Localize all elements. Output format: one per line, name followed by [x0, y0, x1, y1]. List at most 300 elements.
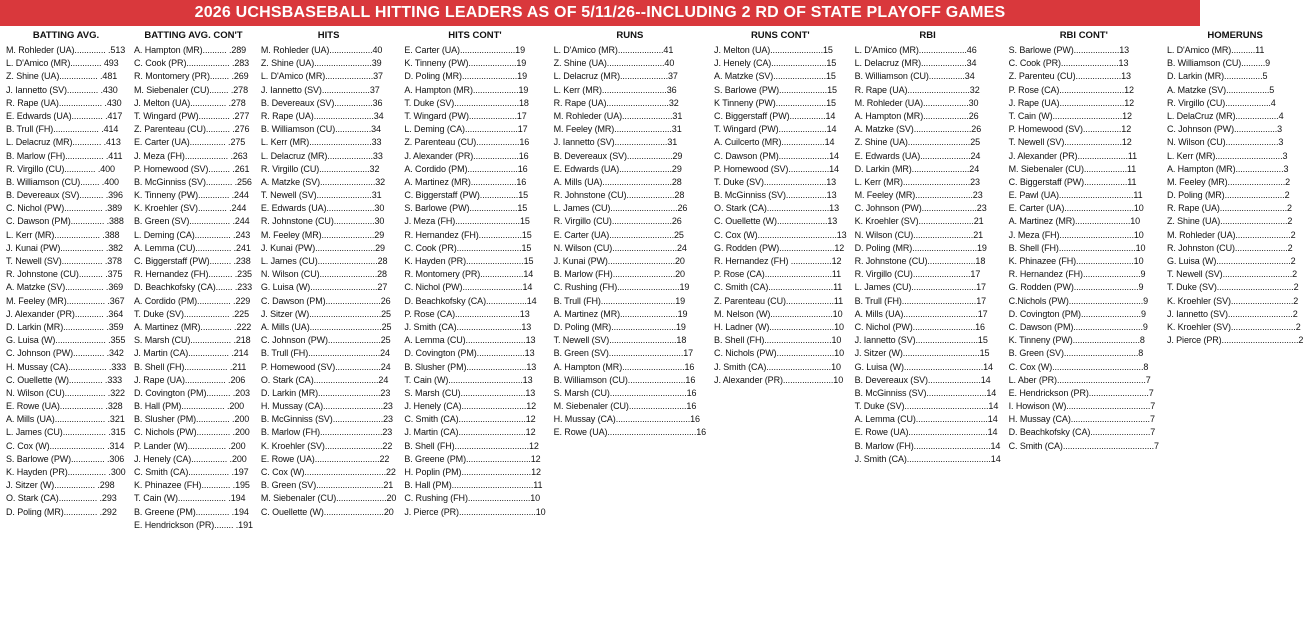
leader-row: T. Newell (SV)................. .378 — [6, 256, 122, 266]
leader-row: M. Rohleder (UA)..................40 — [260, 45, 383, 55]
leader-row: A. Mills (UA).............................28 — [553, 176, 682, 187]
leader-row: R. Rape (UA)..........................32 — [854, 84, 980, 95]
leader-row: A. Cordido (PM).............. .229 — [134, 295, 251, 306]
leader-row: R. Montomery (PR)........ .269 — [134, 71, 249, 82]
leader-row: J. Iannetto (SV)..........................15 — [854, 335, 988, 346]
leader-row: L. Delacruz (MR)...................33 — [260, 150, 383, 161]
leader-row: R. Hernandez (FH) .................12 — [714, 256, 842, 266]
leader-row: R. Johnstone (CU)....................28 — [553, 190, 685, 201]
leader-row: K. Phinazee (FH)........................10 — [1008, 256, 1144, 266]
leader-row: B. Marlow (FH)..........................20 — [553, 269, 685, 280]
leader-row: C.Nichols (PW)...............................9 — [1008, 295, 1149, 306]
leader-row: B. Devereaux (SV)................36 — [260, 97, 383, 108]
leader-row: R. Johnstone (CU)....................18 — [854, 256, 986, 266]
leader-row: A. Lemma (CU).........................13 — [404, 335, 536, 346]
leader-row: K. Tinneny (PW)............. .244 — [134, 190, 249, 201]
leader-row: R. Virgillo (CU).....................32 — [260, 163, 380, 174]
leader-row: C. Nichols (PW).............. .200 — [134, 427, 250, 438]
leader-row: D. Larkin (MR)................5 — [1166, 71, 1268, 82]
leader-row: B. McGinniss (SV).................13 — [714, 190, 837, 201]
leader-row: B. Trull (FH)................... .414 — [6, 124, 119, 135]
leader-row: C. Cook (PR)...........................15 — [404, 242, 532, 253]
leader-row: B. Devereaux (SV).......... .396 — [6, 190, 123, 201]
leader-row: J. Alexander (PR).....................10 — [714, 374, 844, 385]
leader-row: C. Dawson (PM).......................26 — [260, 295, 391, 306]
leader-row: D. Covington (PM).........................9 — [1008, 308, 1146, 319]
leader-row: J. Sitzer (W)................. .298 — [6, 480, 115, 491]
leader-row: J. Iannetto (SV)......................31 — [553, 137, 678, 148]
leader-row: A. Hampton (MR)....................3 — [1166, 163, 1289, 174]
leader-row: B. McGinniss (SV)........... .256 — [134, 176, 252, 187]
leader-row: J. Iannetto (SV)............. .430 — [6, 84, 118, 95]
leader-row: C. Ouellette (W).........................20 — [260, 506, 394, 517]
leaders-columns — [2, 26, 1304, 532]
leader-row: B. McGinniss (SV).....................23 — [260, 414, 393, 425]
leader-row: G. Rodden (PW).......................12 — [714, 242, 845, 253]
leader-row: H. Mussay (CA)...............................16 — [553, 414, 700, 425]
column-title: HOMERUNS — [1207, 30, 1263, 41]
leader-row: B. Trull (FH)..............................24 — [260, 348, 390, 359]
stat-column — [257, 30, 400, 532]
leader-row: R. Johnstone (CU).................30 — [260, 216, 385, 227]
leader-row: B. Williamson (CU)...............34 — [260, 124, 381, 135]
leader-row: T. Duke (SV)...........................18 — [404, 97, 529, 108]
leader-row: B. Shell (FH)............................10 — [714, 335, 842, 346]
leader-row: R. Virgillo (CU)............. .400 — [6, 163, 115, 174]
leader-row: T. Wingard (PW)............. .277 — [134, 110, 250, 121]
leader-row: J. Meza (FH).................. .263 — [134, 150, 248, 161]
leader-row: P. Homewood (SV)......... .261 — [134, 163, 250, 174]
leader-row: J. Meza (FH)...............................10 — [1008, 229, 1144, 240]
leader-row: J. Pierce (PR)................................10 — [404, 506, 546, 517]
leader-row: O. Stark (CA)..........................13 — [714, 203, 839, 214]
leader-row: G. Luisa (W)...............................2 — [1166, 256, 1296, 266]
leader-row: T. Duke (SV)................... .225 — [134, 308, 249, 319]
leader-row: B. Greene (PM)...........................12 — [404, 453, 541, 464]
leader-row: S. Marsh (CU)................. .218 — [134, 335, 251, 346]
leader-row: P. Homewood (SV).................14 — [714, 163, 839, 174]
leader-row: T. Cain (W).................... .194 — [134, 493, 246, 504]
leader-row: C. Biggerstaff (PW)...............14 — [714, 110, 836, 121]
leader-row: B. Marlow (FH)................................14 — [854, 440, 1001, 451]
stat-column — [1005, 30, 1163, 532]
leader-row: J. Martin (CA)............................12 — [404, 427, 536, 438]
stat-column — [2, 30, 130, 532]
leader-row: A. Matzke (SV)........................26 — [854, 124, 982, 135]
leader-row: L. D'Amico (MR)....................37 — [260, 71, 383, 82]
leader-row: H. Mussay (CA).........................23 — [260, 401, 393, 412]
leader-row: A. Matzke (SV)................ .369 — [6, 282, 124, 293]
leader-row: M. Rohleder (UA).......................2 — [1166, 229, 1296, 240]
leader-row: J. Melton (UA)............... .278 — [134, 97, 246, 108]
leader-row: A. Hampton (MR).......... .289 — [134, 45, 247, 55]
leader-row: L. D'Amico (MR)....................46 — [854, 45, 977, 55]
leader-row: K. Tinneny (PW)............................8 — [1008, 335, 1145, 346]
column-title: RUNS CONT' — [750, 30, 810, 41]
leader-row: G. Rodden (PW)...........................9 — [1008, 282, 1144, 293]
stat-column — [550, 30, 710, 532]
leader-row: C. Cook (PR)........................13 — [1008, 58, 1129, 69]
leader-row: C. Johnson (PW).......................23 — [854, 203, 987, 214]
page-title-banner — [0, 0, 1200, 26]
leader-row: S. Marsh (CU)................................16 — [553, 387, 697, 398]
leader-row: J. Pierce (PR)................................2 — [1166, 335, 1304, 346]
leader-row: T. Duke (SV)..........................13 — [714, 176, 837, 187]
leader-row: L. Delacruz (MR)...................34 — [854, 58, 977, 69]
leader-row: L. Kerr (MR)...........................36 — [553, 84, 677, 95]
leader-row: P. Homewood (SV)...................24 — [260, 361, 391, 372]
leader-row: C. Dawson (PM).............. .388 — [6, 216, 124, 227]
leader-row: L. D'Amico (MR)............. 493 — [6, 58, 119, 69]
leader-row: Z. Parenteau (CU).......... .276 — [134, 124, 250, 135]
leader-row: E. Rowe (UA)...........................22 — [260, 453, 390, 464]
leader-row: C. Dawson (PM).............................9 — [1008, 321, 1148, 332]
leader-row: J. Iannetto (SV)...........................2 — [1166, 308, 1298, 319]
leader-row: J. Alexander (PR).....................11 — [1008, 150, 1138, 161]
leader-row: B. Shell (FH).................. .211 — [134, 361, 247, 372]
leader-row: E. Carter (UA)............... .275 — [134, 137, 246, 148]
stat-column — [400, 30, 549, 532]
leader-row: A. Martinez (MR)........................19 — [553, 308, 688, 319]
leader-row: Z. Parenteu (CU)...................13 — [1008, 71, 1131, 82]
leader-row: D. Poling (MR).........................2 — [1166, 190, 1290, 201]
leader-row: H. Ladner (W)...........................10 — [714, 321, 844, 332]
leader-row: T. Duke (SV)...................................14 — [854, 401, 999, 412]
leader-row: C. Johnson (PW)......................25 — [260, 335, 391, 346]
leader-row: Z. Shine (UA)..........................25 — [854, 137, 981, 148]
leader-row: K. Hayden (PR)................ .300 — [6, 467, 126, 477]
leader-row: A. Mills (UA)...............................17 — [854, 308, 988, 319]
leader-row: D. Poling (MR).............. .292 — [6, 506, 117, 517]
leader-row: R. Johnstone (CU).......... .375 — [6, 269, 123, 280]
leader-row: D. Larkin (MR)..........................23 — [260, 387, 391, 398]
column-title: BATTING AVG. — [32, 30, 100, 41]
leader-row: S. Marsh (CU)...........................13 — [404, 387, 536, 398]
leader-row: C. Cox (W)....................... .314 — [6, 440, 125, 451]
leader-row: M. Feeley (MR)........................23 — [854, 190, 983, 201]
leader-row: J. Smith (CA)...........................10 — [714, 361, 841, 372]
leader-row: B. Marlow (FH)..........................23 — [260, 427, 393, 438]
leader-row: A. Martinez (MR)............. .222 — [134, 321, 252, 332]
leader-row: B. Green (SV)...............................8 — [1008, 348, 1144, 359]
leader-row: Z. Shine (UA)........................40 — [553, 58, 675, 69]
leader-row: A. Hampton (MR)...................19 — [404, 84, 529, 95]
leader-row: C. Cox (W).................................13 — [714, 229, 847, 240]
leader-row: P. Rose (CA)............................11 — [714, 269, 842, 280]
leader-row: M. Siebenaler (CU).....................20 — [260, 493, 397, 504]
leader-row: D. Poling (MR)...........................19 — [553, 321, 686, 332]
leader-row: M. Siebenaler (CU)........................16 — [553, 401, 697, 412]
leader-row: M. Siebenaler (CU)........ .278 — [134, 84, 248, 95]
leader-row: B. Devereaux (SV)...................29 — [553, 150, 683, 161]
leader-row: K. Phinazee (FH)............ .195 — [134, 480, 250, 491]
leader-row: L. Kerr (MR)................... .388 — [6, 229, 120, 240]
page-title: 2026 UCHSBASEBALL HITTING LEADERS AS OF 5/11/26--INCLUDING 2 RD OF STATE PLAYOFF GAMES — [194, 4, 1006, 21]
leader-row: C. Biggerstaff (PW)................15 — [404, 190, 529, 201]
leader-row: A. Martinez (MR)...................16 — [404, 176, 527, 187]
leader-row: J. Smith (CA)...................................14 — [854, 453, 1001, 464]
column-title: HITS CONT' — [448, 30, 502, 41]
leader-row: B. Shell (FH)...............................12 — [404, 440, 539, 451]
leader-row: E. Edwards (UA)......................29 — [553, 163, 682, 174]
leader-row: N. Wilson (CU)......................3 — [1166, 137, 1284, 148]
leader-row: L. James (CU)............................26 — [553, 203, 688, 214]
leader-row: P. Homewood (SV)................12 — [1008, 124, 1132, 135]
leader-row: D. Covington (PM).......... .203 — [134, 387, 250, 398]
leader-row: C. Nichols (PW)........................10 — [714, 348, 844, 359]
leader-row: R. Montomery (PR)..................14 — [404, 269, 534, 280]
leader-row: D. Larkin (MR)........................24 — [854, 163, 980, 174]
leader-row: M. Rohleder (UA)...................30 — [854, 97, 979, 108]
leader-row: C. Cox (W)..................................22 — [260, 467, 396, 477]
stat-column — [1163, 30, 1307, 532]
leader-row: I. Howison (W)...................................7 — [1008, 401, 1156, 412]
leader-row: H. Poplin (PM).............................12 — [404, 467, 541, 477]
leader-row: C. Dawson (PM).....................14 — [714, 150, 839, 161]
leader-row: E. Rowe (UA).....................................16 — [553, 427, 707, 438]
leader-row: C. Rushing (FH)..........................19 — [553, 282, 690, 293]
leader-row: C. Nichol (PW)................ .389 — [6, 203, 123, 214]
leader-row: K Tinneny (PW).....................15 — [714, 97, 836, 108]
leader-row: H. Mussay (CA)................ .333 — [6, 361, 127, 372]
leader-row: A. Mills (UA)..................... .321 — [6, 414, 125, 425]
leader-row: G. Luisa (W).................................14 — [854, 361, 993, 372]
leader-row: H. Mussay (CA).................................7 — [1008, 414, 1155, 425]
leader-row: L. Kerr (MR)............................3 — [1166, 150, 1288, 161]
leader-row: J. Meza (FH)...........................15 — [404, 216, 530, 227]
leader-row: E. Edwards (UA).....................24 — [854, 150, 981, 161]
leader-row: C. Biggerstaff (PW)..................11 — [1008, 176, 1137, 187]
leader-row: P. Lander (W)................ .200 — [134, 440, 246, 451]
leader-row: T. Newell (SV).......................31 — [260, 190, 382, 201]
leader-row: G. Luisa (W)..................... .355 — [6, 335, 126, 346]
leader-row: T. Wingard (PW)....................17 — [404, 110, 527, 121]
leader-row: A. Cordido (PM).....................16 — [404, 163, 528, 174]
leader-row: P. Rose (CA)...........................12 — [1008, 84, 1134, 95]
leader-row: A. Hampton (MR)..........................16 — [553, 361, 695, 372]
leader-row: T. Cain (W)...............................13 — [404, 374, 533, 385]
leader-row: J. Rape (UA)................. .206 — [134, 374, 246, 385]
leader-row: J. Henely (CA).......................15 — [714, 58, 837, 69]
column-title: RUNS — [616, 30, 644, 41]
leader-row: B. Williamson (CU)..........9 — [1166, 58, 1271, 69]
leader-row: E. Carter (UA).......................19 — [404, 45, 525, 55]
leader-row: R. Virgillo (CU).........................26 — [553, 216, 682, 227]
leader-row: O. Stark (CA)...........................24 — [260, 374, 389, 385]
leader-row: B. Trull (FH)...............................19 — [553, 295, 686, 306]
leader-row: E. Pawl (UA)...............................11 — [1008, 190, 1143, 201]
leader-row: E. Rowe (UA).................. .328 — [6, 401, 123, 412]
leader-row: B. Williamson (CU)........ .400 — [6, 176, 119, 187]
leader-row: K. Kroehler (SV)............ .244 — [134, 203, 247, 214]
leader-row: B. Green (SV)................. .244 — [134, 216, 250, 227]
leader-row: C. Cox (W)......................................8 — [1008, 361, 1149, 372]
stat-column — [851, 30, 1005, 532]
leader-row: P. Rose (CA)...........................13 — [404, 308, 530, 319]
leader-row: C. Smith (CA)......................................7 — [1008, 440, 1159, 451]
column-title: BATTING AVG. CON'T — [144, 30, 243, 41]
leader-row: D. Covington (PM)....................13 — [404, 348, 535, 359]
leader-row: K. Kroehler (SV)........................22 — [260, 440, 393, 451]
leader-row: K. Kroehler (SV)..........................2 — [1166, 295, 1299, 306]
leader-row: L. James (CU)...........................17 — [854, 282, 986, 293]
leader-row: D. Beachkofsky (CA)....... .233 — [134, 282, 252, 293]
leader-row: M. Rohleder (UA).....................31 — [553, 110, 683, 121]
leader-row: M. Feeley (MR)........................2 — [1166, 176, 1291, 187]
leader-row: D. Larkin (MR)................. .359 — [6, 321, 124, 332]
leader-row: Z. Parenteau (CU)..................16 — [404, 137, 530, 148]
leader-row: E. Hendrickson (PR)........ .191 — [134, 519, 253, 530]
leader-row: R. Hernandez (FH)........................9 — [1008, 269, 1146, 280]
leader-row: N. Wilson (CU)................. .322 — [6, 387, 125, 398]
leader-row: R. Hernandez (FH)..................15 — [404, 229, 532, 240]
column-title: RBI — [919, 30, 936, 41]
leader-row: T. Newell (SV)............................18 — [553, 335, 687, 346]
leader-row: L. Kerr (MR)..........................33 — [260, 137, 382, 148]
leader-row: E. Carter (UA).............................10 — [1008, 203, 1144, 214]
column-title: HITS — [317, 30, 340, 41]
leader-row: D. Beachkofsky (CA).................14 — [404, 295, 537, 306]
leader-row: M. Nelson (W)..........................10 — [714, 308, 843, 319]
leader-row: C. Smith (CA)................. .197 — [134, 467, 249, 477]
leader-row: A. Cuilcerto (MR)..................14 — [714, 137, 835, 148]
leader-row: D. Poling (MR).......................19 — [404, 71, 527, 82]
leader-row: K. Kroehler (SV)...........................2 — [1166, 321, 1301, 332]
leader-row: J. Alexander (PR)............ .364 — [6, 308, 124, 319]
leader-row: S. Barlowe (PW)....................15 — [714, 84, 837, 95]
leader-row: J. Alexander (PR)...................16 — [404, 150, 529, 161]
leader-row: C. Rushing (FH)..........................10 — [404, 493, 541, 504]
leader-row: K. Kroehler (SV).......................21 — [854, 216, 984, 227]
leader-row: A. Hampton (MR)...................26 — [854, 110, 979, 121]
leader-row: L. DelaCruz (MR)..................4 — [1166, 110, 1284, 121]
leader-row: L. D'Amico (MR)...................41 — [553, 45, 674, 55]
leader-row: L. Deming (CA)......................17 — [404, 124, 528, 135]
leader-row: S. Barlowe (PW).............. .306 — [6, 453, 125, 464]
leader-row: C. Nichol (PW).........................14 — [404, 282, 533, 293]
leader-row: D. Poling (MR)...........................19 — [854, 242, 987, 253]
leader-row: M. Feeley (MR)........................31 — [553, 124, 682, 135]
leader-row: R. Hernandez (FH).......... .235 — [134, 269, 252, 280]
leader-row: M. Rohleder (UA)............. .513 — [6, 45, 126, 55]
leader-row: R. Rape (UA)............................2 — [1166, 203, 1292, 214]
leader-row: L. D'Amico (MR)..........11 — [1166, 45, 1265, 55]
leader-row: J. Henely (CA)...........................12 — [404, 401, 537, 412]
stat-column — [130, 30, 257, 532]
leader-row: A. Martinez (MR).......................10 — [1008, 216, 1141, 227]
leader-row: A. Matzke (SV).......................32 — [260, 176, 386, 187]
leader-row: B. Greene (PM).............. .194 — [134, 506, 249, 517]
leader-row: B. Williamson (CU)...............34 — [854, 71, 975, 82]
leader-row: A. Matzke (SV)..................5 — [1166, 84, 1275, 95]
leader-row: J. Smith (CA)...........................13 — [404, 321, 532, 332]
leader-row: L. James (CU).................. .315 — [6, 427, 126, 438]
leader-row: J. Kunai (PW).................. .382 — [6, 242, 123, 253]
leader-row: T. Duke (SV)................................2 — [1166, 282, 1299, 293]
leader-row: J. Rape (UA)...........................12 — [1008, 97, 1135, 108]
leader-row: C. Nichol (PW)..........................16 — [854, 321, 985, 332]
leader-row: S. Barlowe (PW)...................13 — [1008, 45, 1130, 55]
leader-row: J. Sitzer (W)..............................25 — [260, 308, 391, 319]
leader-row: N. Wilson (CU)...........................24 — [553, 242, 687, 253]
leader-row: E. Carter (UA)...........................25 — [553, 229, 684, 240]
leader-row: N. Wilson (CU).........................21 — [854, 229, 983, 240]
leader-row: A. Mills (UA)..............................25 — [260, 321, 392, 332]
leader-row: J. Melton (UA)......................15 — [714, 45, 833, 55]
leader-row: O. Stark (CA)................ .293 — [6, 493, 117, 504]
leader-row: L. Kerr (MR)............................23 — [854, 176, 980, 187]
leader-row: B. Williamson (CU)........................16 — [553, 374, 696, 385]
leader-row: J. Henely (CA)............... .200 — [134, 453, 247, 464]
leader-row: T. Cain (W).............................12 — [1008, 110, 1132, 121]
leader-row: Z. Shine (UA)................ .481 — [6, 71, 118, 82]
leader-row: E. Rowe (UA).................................14 — [854, 427, 998, 438]
leader-row: Z. Shine (UA)........................39 — [260, 58, 382, 69]
leader-row: E. Edwards (UA)....................30 — [260, 203, 385, 214]
leader-row: J. Sitzer (W)................................15 — [854, 348, 990, 359]
leader-row: L. James (CU).........................28 — [260, 256, 388, 266]
leader-row: C. Ouellette (W).............. .333 — [6, 374, 123, 385]
leader-row: S. Barlowe (PW)....................15 — [404, 203, 528, 214]
leader-row: B. Slusher (PM).........................13 — [404, 361, 537, 372]
leader-row: C. Ouellette (W).....................13 — [714, 216, 838, 227]
leader-row: K. Tinneny (PW)....................19 — [404, 58, 527, 69]
leader-row: B. Marlow (FH)................ .411 — [6, 150, 123, 161]
leader-row: L. Deming (CA)............... .243 — [134, 229, 251, 240]
leader-row: B. McGinniss (SV).........................14 — [854, 387, 997, 398]
leader-row: E. Edwards (UA)............. .417 — [6, 110, 123, 121]
leader-row: C. Johnson (PW)............. .342 — [6, 348, 124, 359]
leader-row: B. Trull (FH)...............................17 — [854, 295, 987, 306]
leader-row: C. Johnson (PW)..................3 — [1166, 124, 1283, 135]
leader-row: B. Devereaux (SV)......................14 — [854, 374, 991, 385]
leader-row: R. Virgillo (CU)...................4 — [1166, 97, 1276, 108]
leader-row: E. Hendrickson (PR).........................7 — [1008, 387, 1154, 398]
leader-row: L. Delacruz (MR)............ .413 — [6, 137, 121, 148]
leader-row: A. Matzke (SV)......................15 — [714, 71, 836, 82]
leader-row: C. Smith (CA)............................12 — [404, 414, 536, 425]
leader-row: T. Newell (SV)........................12 — [1008, 137, 1132, 148]
leader-row: D. Beachkofsky (CA).........................7 — [1008, 427, 1156, 438]
leader-row: J. Iannetto (SV)....................37 — [260, 84, 380, 95]
leader-row: L. Delacruz (MR)....................37 — [553, 71, 678, 82]
leader-row: R. Rape (UA).........................34 — [260, 110, 384, 121]
leader-row: C. Biggerstaff (PW)......... .238 — [134, 256, 251, 266]
leader-row: Z. Parenteau (CU)....................11 — [714, 295, 844, 306]
leader-row: J. Kunai (PW).........................29 — [260, 242, 385, 253]
leader-row: R. Virgillo (CU)........................17 — [854, 269, 981, 280]
leader-row: R. Rape (UA).................. .430 — [6, 97, 122, 108]
leader-row: L. Aber (PR).....................................7 — [1008, 374, 1151, 385]
leader-row: Z. Shine (UA)............................2 — [1166, 216, 1293, 227]
leader-row: T. Newell (SV).............................2 — [1166, 269, 1298, 280]
leader-row: C. Cook (PR).................. .283 — [134, 58, 250, 69]
leader-row: B. Green (SV)...............................17 — [553, 348, 694, 359]
leader-row: N. Wilson (CU)........................28 — [260, 269, 387, 280]
leader-row: B. Hall (PM)..................................11 — [404, 480, 543, 491]
column-title: RBI CONT' — [1059, 30, 1108, 41]
leader-row: M. Feeley (MR)................ .367 — [6, 295, 125, 306]
leader-row: M. Feeley (MR)......................29 — [260, 229, 385, 240]
leader-row: R. Johnston (CU)......................2 — [1166, 242, 1293, 253]
leader-row: B. Green (SV)............................21 — [260, 480, 394, 491]
leader-row: A. Lemma (CU)............... .241 — [134, 242, 251, 253]
leader-row: M. Siebenaler (CU)..................11 — [1008, 163, 1137, 174]
leader-row: C. Smith (CA)...........................11 — [714, 282, 843, 293]
leader-row: G. Luisa (W)............................27 — [260, 282, 388, 293]
leader-row: B. Hall (PM).................. .200 — [134, 401, 245, 412]
stat-column — [710, 30, 851, 532]
